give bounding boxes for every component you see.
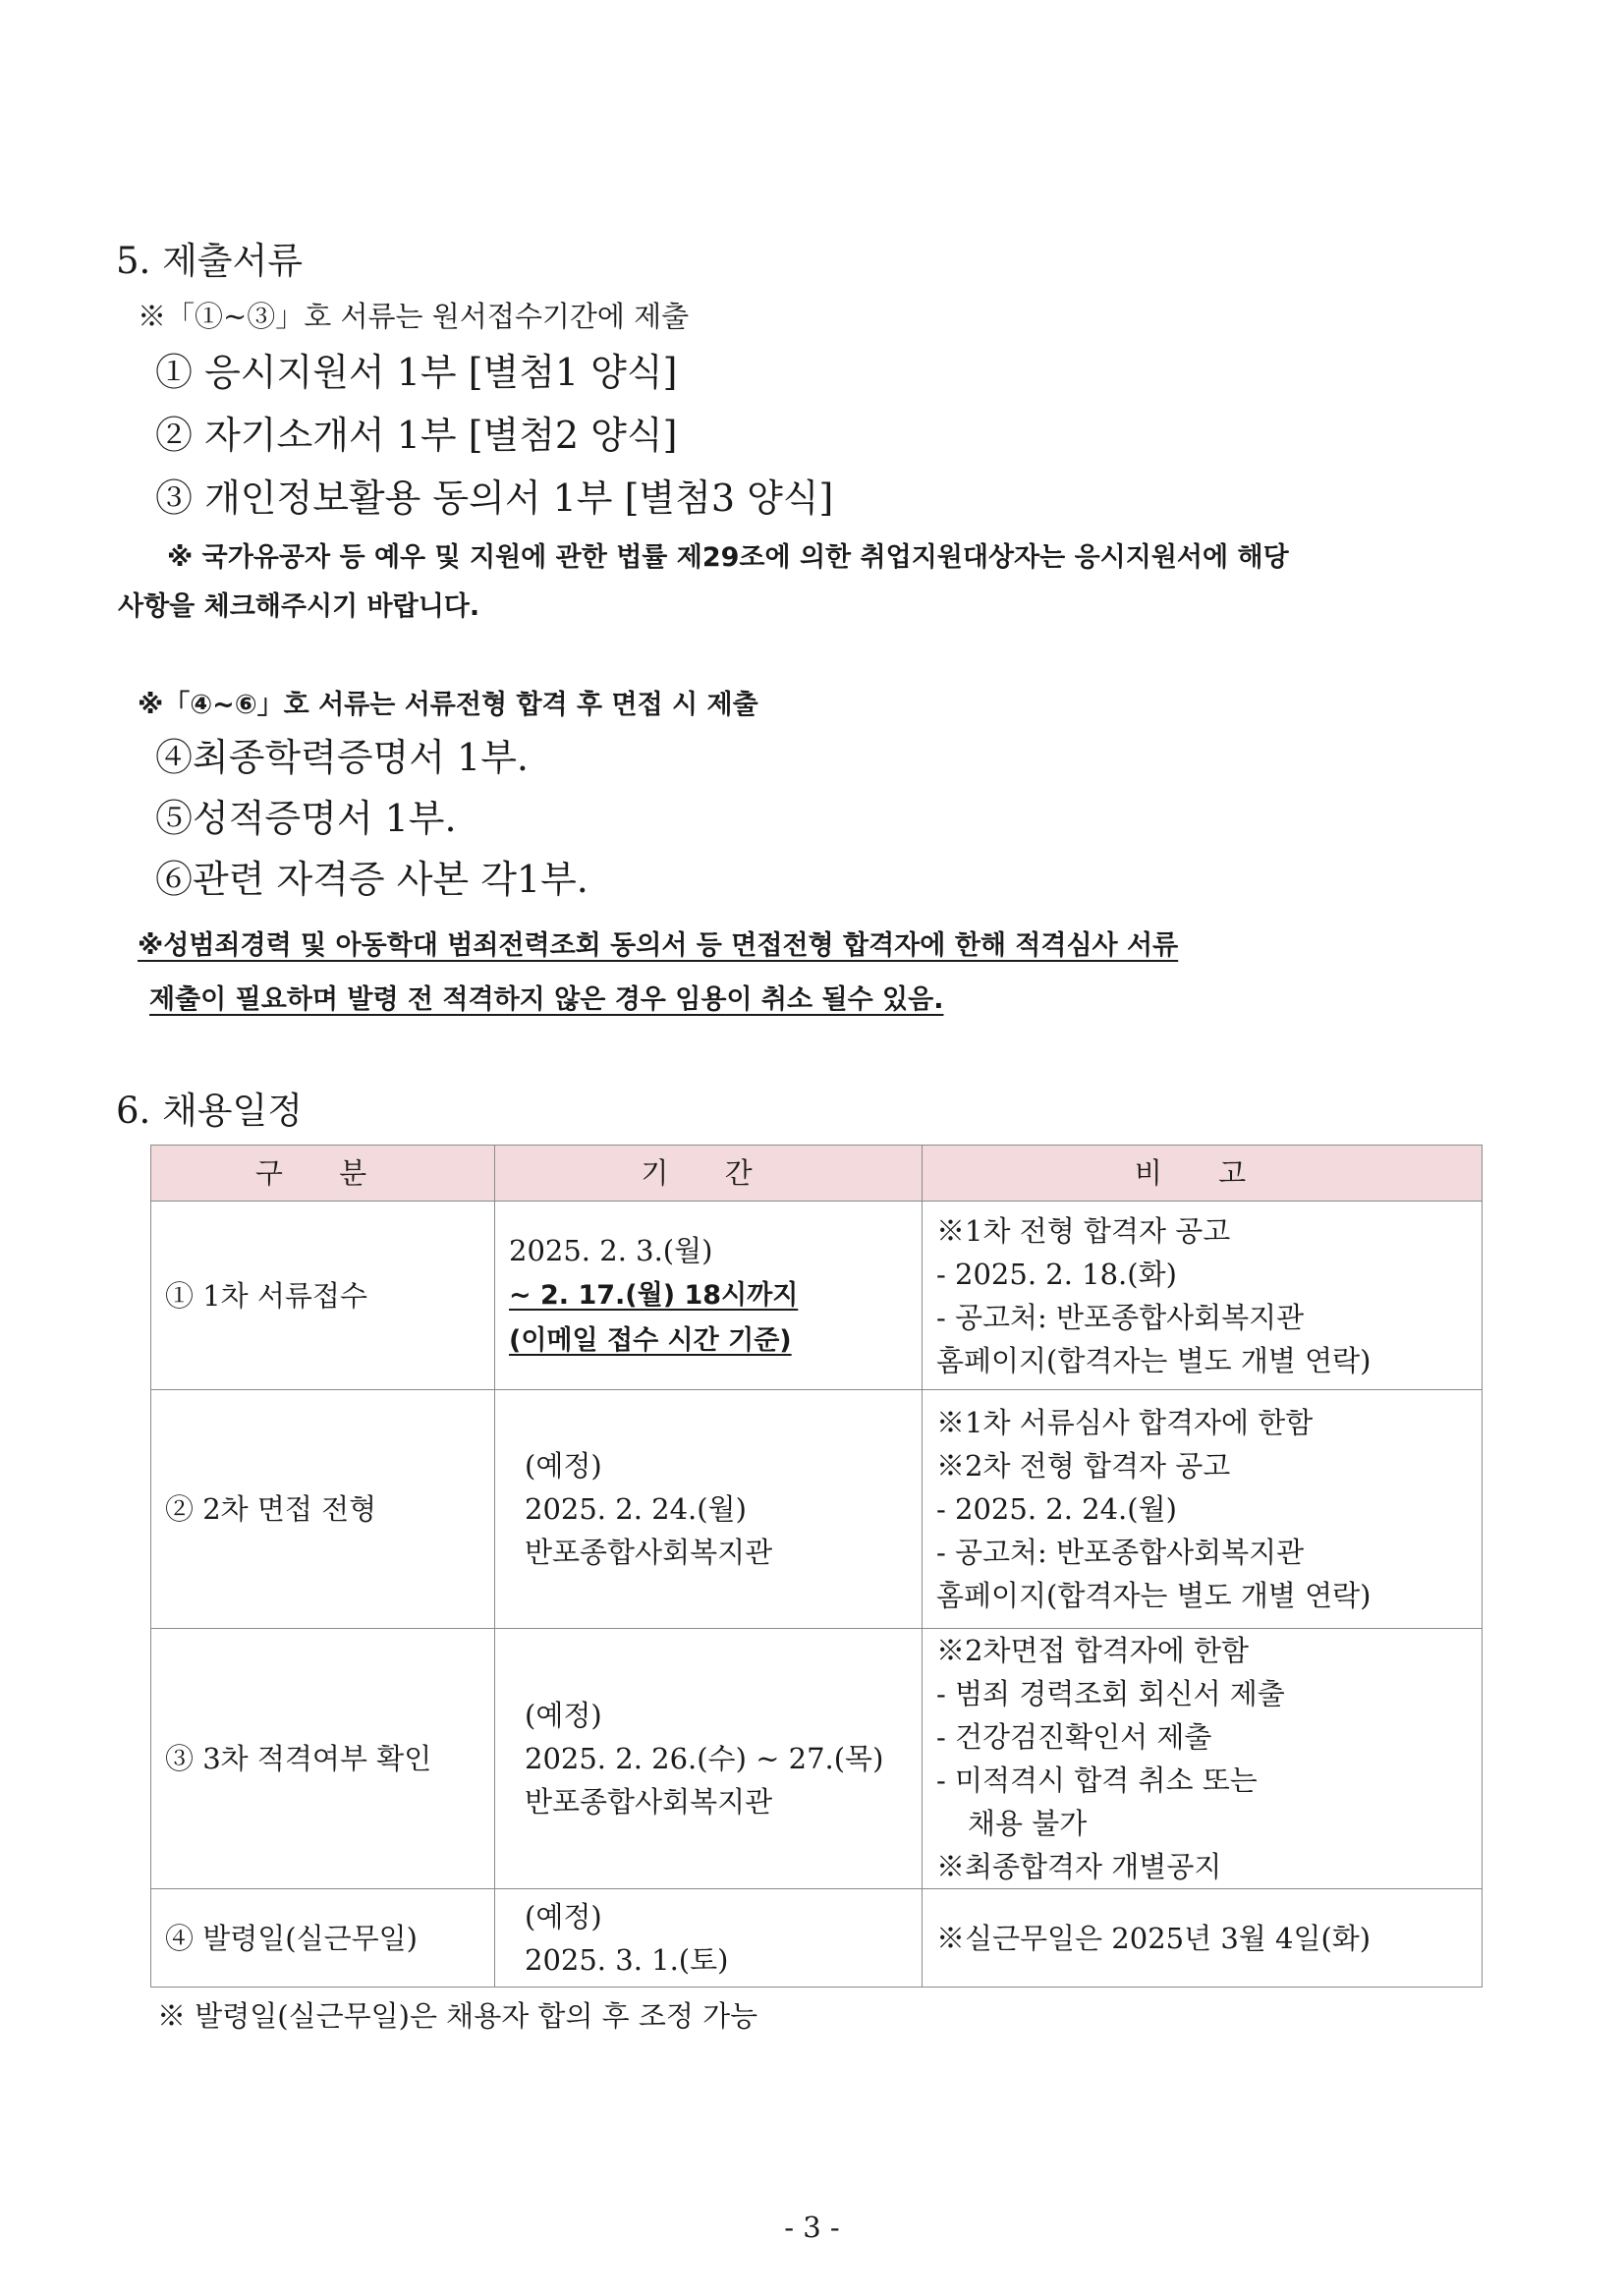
remark-line: ※1차 전형 합격자 공고 xyxy=(936,1213,1231,1248)
period-line: (예정) xyxy=(525,1899,602,1933)
table-row xyxy=(151,1390,1483,1629)
schedule-header-row xyxy=(151,1146,1483,1202)
remark-line: ※1차 서류심사 합격자에 한함 xyxy=(936,1406,1314,1439)
row3-category: ③ 3차 적격여부 확인 xyxy=(151,1629,495,1889)
veteran-note-line1: ※ 국가유공자 등 예우 및 지원에 관한 법률 제29조에 의한 취업지원대상자는 응시지원서에 해당 xyxy=(167,542,1289,573)
remark-line: - 공고처: 반포종합사회복지관 xyxy=(936,1536,1305,1569)
row2-remarks xyxy=(923,1390,1483,1629)
doc-item-5: ⑤성적증명서 1부. xyxy=(155,797,457,840)
row1-period xyxy=(495,1202,923,1390)
remark-line: - 공고처: 반포종합사회복지관 xyxy=(936,1300,1305,1334)
section5-note1: ※「①~③」호 서류는 원서접수기간에 제출 xyxy=(138,300,690,333)
period-line: 반포종합사회복지관 xyxy=(525,1785,773,1819)
remark-line: - 범죄 경력조회 회신서 제출 xyxy=(936,1677,1285,1710)
crime-check-note-line1: ※성범죄경력 및 아동학대 범죄전력조회 동의서 등 면접전형 합격자에 한해 적격심사 서류 xyxy=(138,930,1179,961)
period-line: 2025. 2. 26.(수) ~ 27.(목) xyxy=(525,1742,884,1775)
remark-line: 홈페이지(합격자는 별도 개별 연락) xyxy=(936,1579,1372,1612)
row3-period xyxy=(495,1629,923,1889)
period-line: 2025. 2. 24.(월) xyxy=(525,1492,747,1526)
table-row xyxy=(151,1202,1483,1390)
remark-line: ※2차 전형 합격자 공고 xyxy=(936,1449,1231,1483)
row1-category: ① 1차 서류접수 xyxy=(151,1202,495,1390)
crime-check-note-line2: 제출이 필요하며 발령 전 적격하지 않은 경우 임용이 취소 될수 있음. xyxy=(149,984,944,1015)
section5-title: 5. 제출서류 xyxy=(116,240,304,282)
row4-remarks xyxy=(923,1889,1483,1988)
row3-remarks xyxy=(923,1629,1483,1889)
row2-period xyxy=(495,1390,923,1629)
doc-item-4: ④최종학력증명서 1부. xyxy=(155,736,529,779)
row2-category: ② 2차 면접 전형 xyxy=(151,1390,495,1629)
doc-item-3: ③ 개인정보활용 동의서 1부 [별첨3 양식] xyxy=(155,476,834,520)
remark-line: - 건강검진확인서 제출 xyxy=(936,1720,1212,1754)
table-row xyxy=(151,1629,1483,1889)
row4-category: ④ 발령일(실근무일) xyxy=(151,1889,495,1988)
row1-remarks xyxy=(923,1202,1483,1390)
period-line: 반포종합사회복지관 xyxy=(525,1536,773,1569)
page-number: - 3 - xyxy=(784,2211,840,2244)
period-line: 2025. 2. 3.(월) xyxy=(509,1233,713,1267)
section6-title: 6. 채용일정 xyxy=(116,1090,304,1132)
row4-period xyxy=(495,1889,923,1988)
remark-line: ※최종합격자 개별공지 xyxy=(936,1850,1222,1883)
period-line: (이메일 접수 시간 기준) xyxy=(509,1324,792,1356)
period-line: (예정) xyxy=(525,1699,602,1732)
remark-line: - 2025. 2. 24.(월) xyxy=(936,1492,1177,1526)
schedule-table xyxy=(150,1145,1483,1988)
remark-line: - 미적격시 합격 취소 또는 xyxy=(936,1764,1258,1797)
doc-item-2: ② 자기소개서 1부 [별첨2 양식] xyxy=(155,414,678,457)
remark-line: ※2차면접 합격자에 한함 xyxy=(936,1634,1250,1667)
header-category: 구 분 xyxy=(151,1146,495,1202)
period-line: ~ 2. 17.(월) 18시까지 xyxy=(509,1279,799,1311)
remark-line: ※실근무일은 2025년 3월 4일(화) xyxy=(936,1921,1372,1955)
section5-note2: ※「④~⑥」호 서류는 서류전형 합격 후 면접 시 제출 xyxy=(138,690,758,720)
doc-item-1: ① 응시지원서 1부 [별첨1 양식] xyxy=(155,351,678,394)
remark-line: 채용 불가 xyxy=(968,1807,1088,1840)
doc-item-6: ⑥관련 자격증 사본 각1부. xyxy=(155,858,588,901)
header-period: 기 간 xyxy=(495,1146,923,1202)
schedule-footnote: ※ 발령일(실근무일)은 채용자 합의 후 조정 가능 xyxy=(157,1999,758,2033)
period-line: (예정) xyxy=(525,1449,602,1483)
remark-line: 홈페이지(합격자는 별도 개별 연락) xyxy=(936,1343,1372,1377)
table-row xyxy=(151,1889,1483,1988)
header-remarks: 비 고 xyxy=(923,1146,1483,1202)
veteran-note-line2: 사항을 체크해주시기 바랍니다. xyxy=(118,591,480,622)
period-line: 2025. 3. 1.(토) xyxy=(525,1942,729,1977)
remark-line: - 2025. 2. 18.(화) xyxy=(936,1257,1177,1291)
